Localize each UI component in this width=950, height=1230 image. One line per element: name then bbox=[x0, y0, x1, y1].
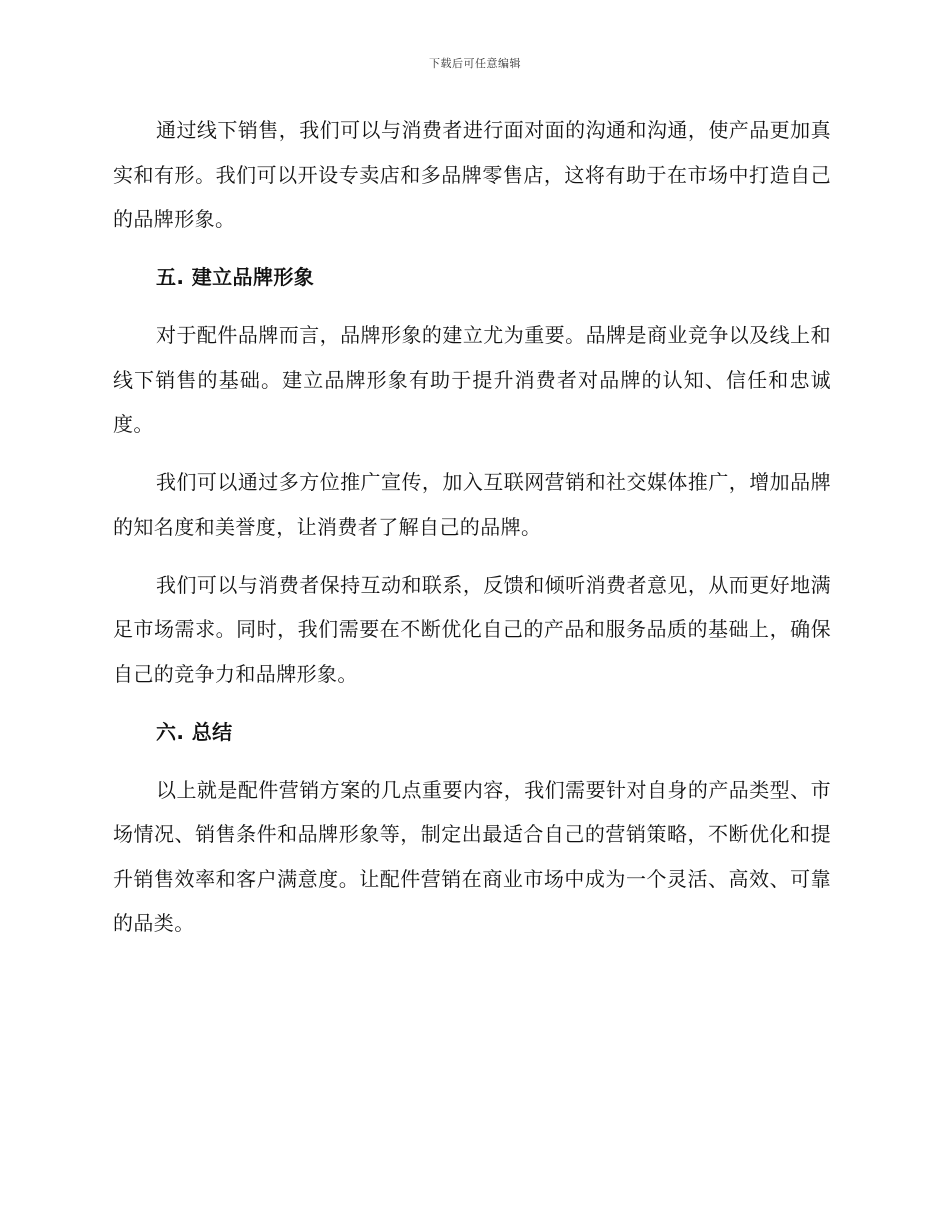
intro-paragraph: 通过线下销售，我们可以与消费者进行面对面的沟通和沟通，使产品更加真实和有形。我们可以开设专卖店和多品牌零售店，这将有助于在市场中打造自己的品牌形象。 bbox=[113, 118, 831, 231]
section-heading-six: 六. 总结 bbox=[156, 719, 233, 744]
section-five-paragraph-1: 对于配件品牌而言，品牌形象的建立尤为重要。品牌是商业竞争以及线上和线下销售的基础。建立品牌形象有助于提升消费者对品牌的认知、信任和忠诚度。 bbox=[113, 323, 831, 436]
section-five-paragraph-2: 我们可以通过多方位推广宣传，加入互联网营销和社交媒体推广，增加品牌的知名度和美誉度，让消费者了解自己的品牌。 bbox=[113, 470, 831, 539]
section-heading-five: 五. 建立品牌形象 bbox=[156, 265, 315, 289]
header-note: 下载后可任意编辑 bbox=[429, 57, 521, 70]
section-five-paragraph-3: 我们可以与消费者保持互动和联系，反馈和倾听消费者意见，从而更好地满足市场需求。同时，我们需要在不断优化自己的产品和服务品质的基础上，确保自己的竞争力和品牌形象。 bbox=[113, 572, 831, 686]
section-six-paragraph-1: 以上就是配件营销方案的几点重要内容，我们需要针对自身的产品类型、市场情况、销售条件和品牌形象等，制定出最适合自己的营销策略，不断优化和提升销售效率和客户满意度。让配件营销在商业市场中成为一个灵活、高效、可靠的品类。 bbox=[113, 777, 831, 935]
document-body bbox=[113, 108, 831, 959]
